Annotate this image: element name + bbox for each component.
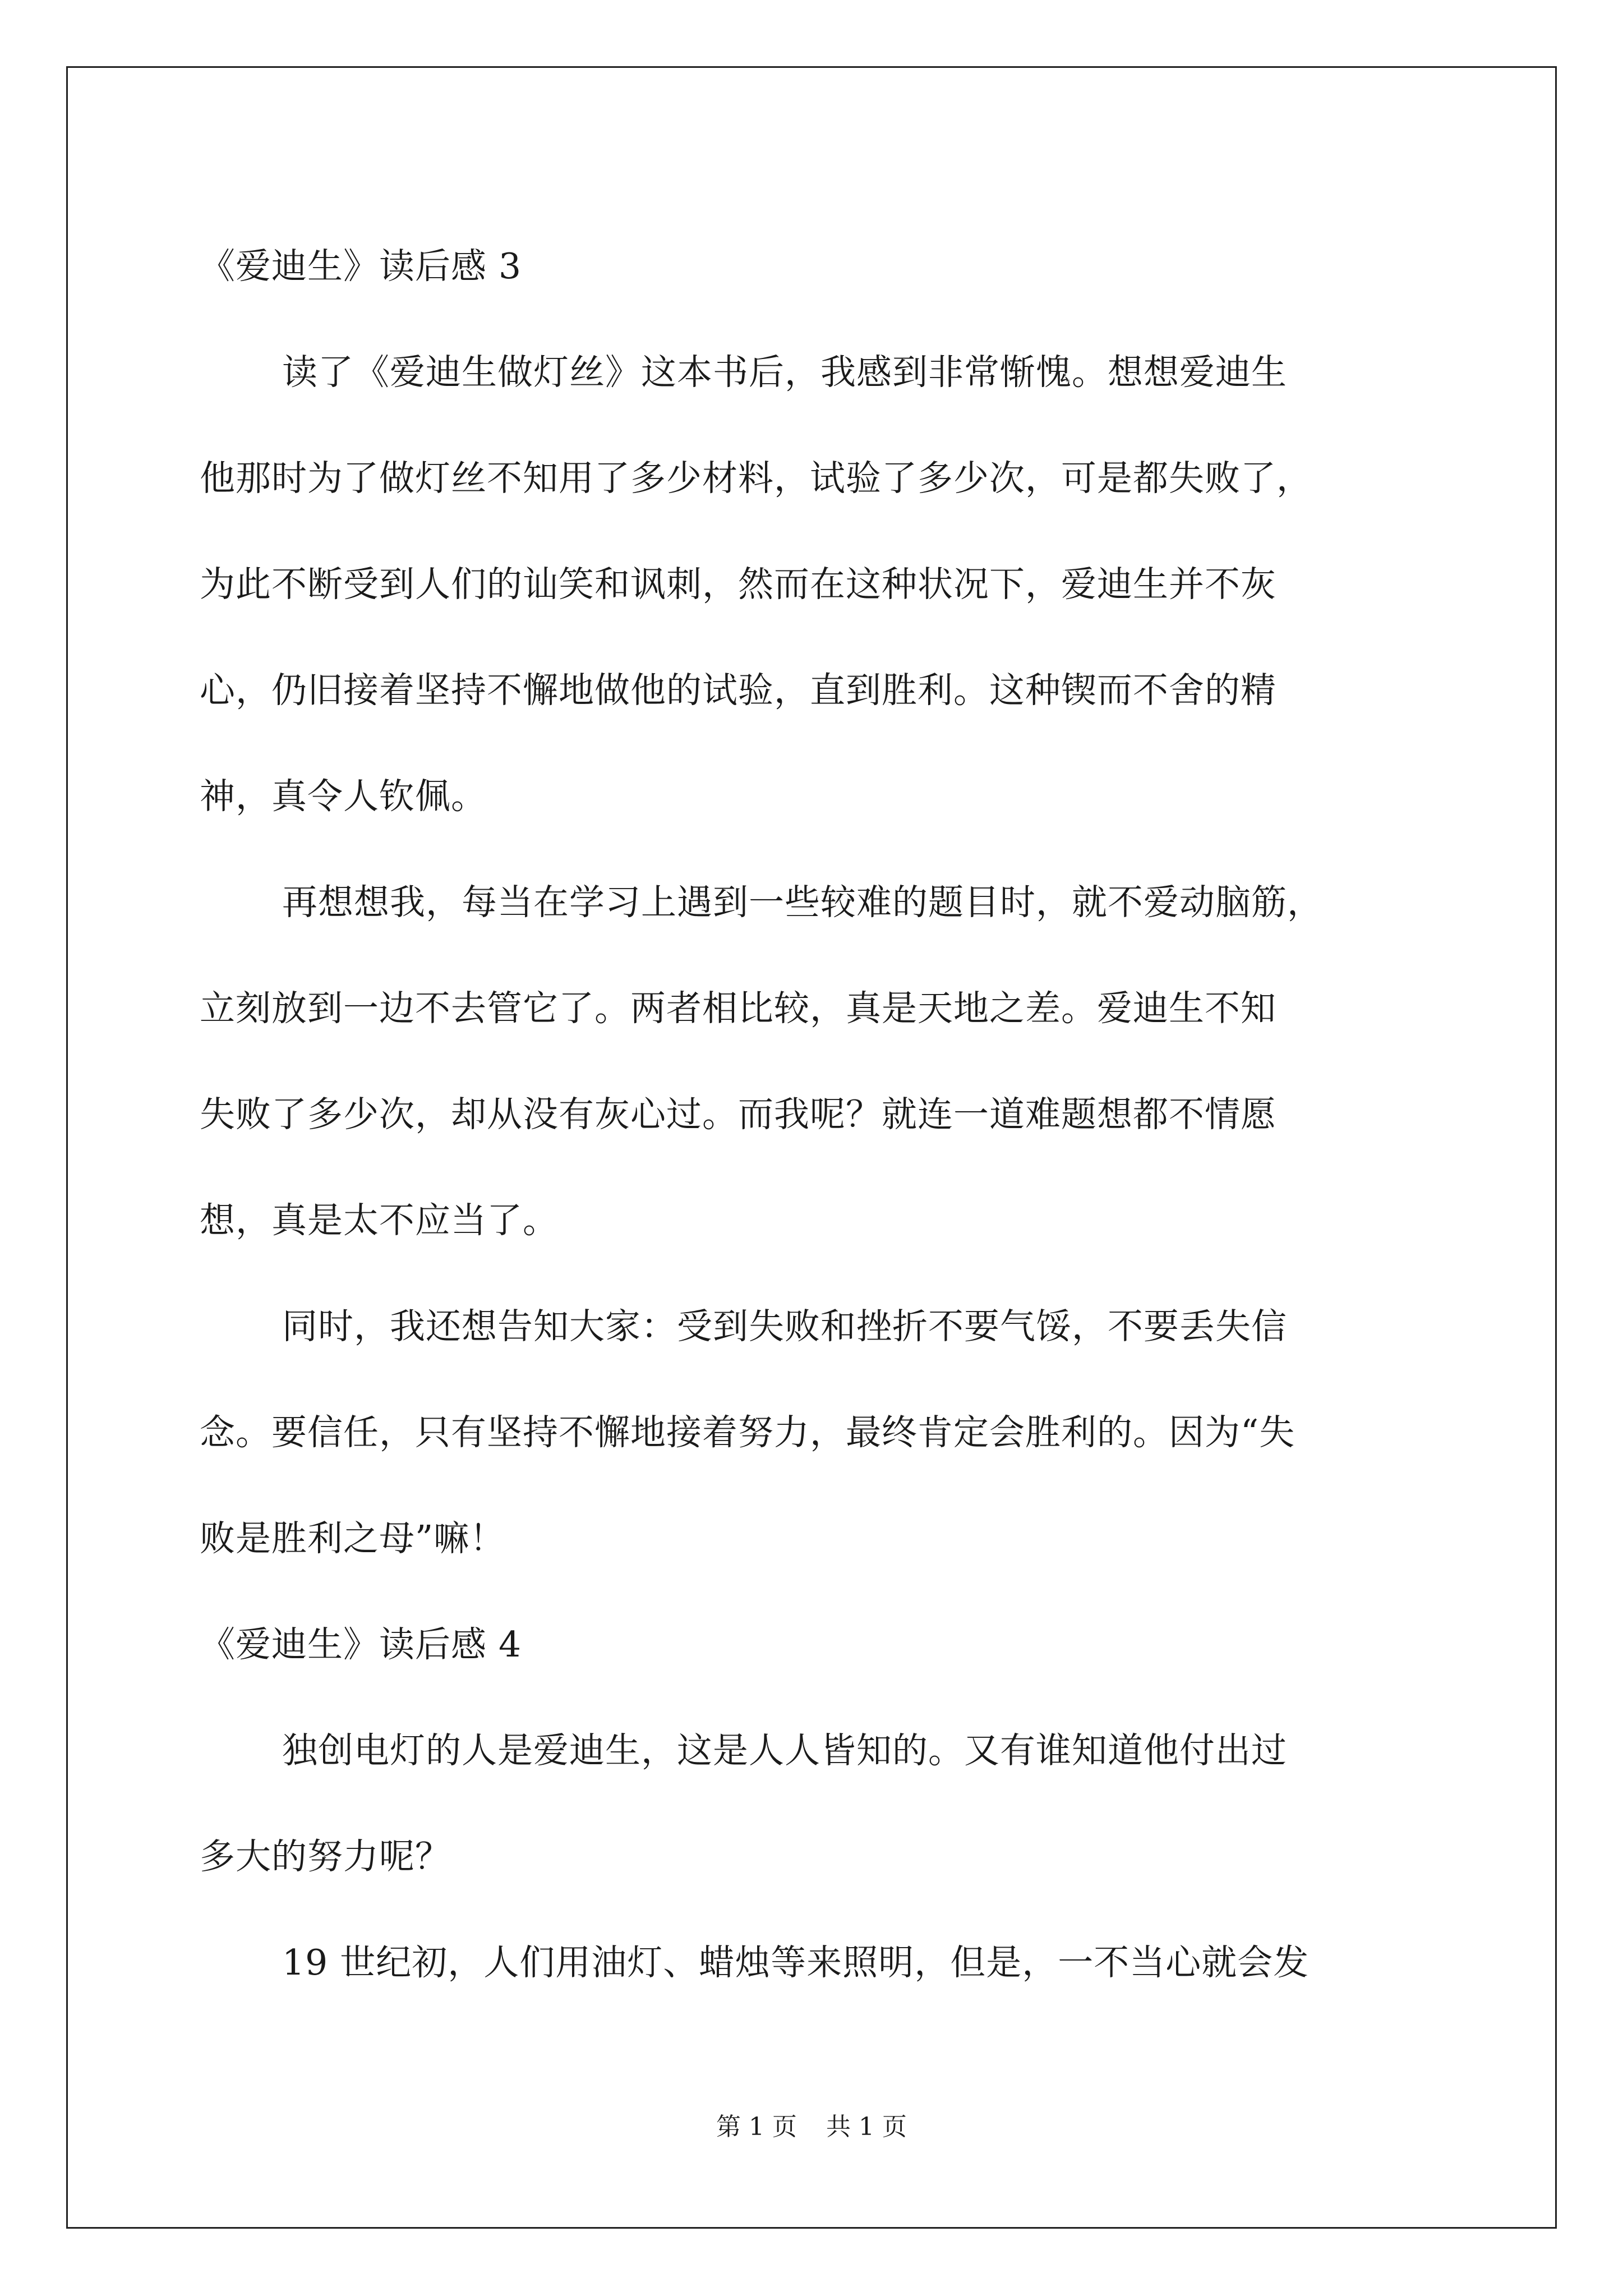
- page-number-current: 第 1 页: [716, 2113, 797, 2141]
- page-footer: [0, 2110, 1623, 2144]
- section-heading-4: 《爱迪生》读后感 4: [200, 1624, 522, 1665]
- paragraph-line: 为此不断受到人们的讪笑和讽刺，然而在这种状况下，爱迪生并不灰: [200, 564, 1276, 605]
- paragraph-line: 想，真是太不应当了。: [200, 1200, 559, 1241]
- section-heading-3: 《爱迪生》读后感 3: [200, 246, 522, 287]
- paragraph-line: 再想想我，每当在学习上遇到一些较难的题目时，就不爱动脑筋，: [282, 882, 1323, 923]
- paragraph-line: 败是胜利之母”嘛！: [200, 1518, 506, 1559]
- paragraph-line: 独创电灯的人是爱迪生，这是人人皆知的。又有谁知道他付出过: [282, 1730, 1287, 1771]
- paragraph-line: 心，仍旧接着坚持不懈地做他的试验，直到胜利。这种锲而不舍的精: [200, 670, 1276, 711]
- paragraph-line: 多大的努力呢？: [200, 1836, 451, 1877]
- paragraph-line: 神，真令人钦佩。: [200, 776, 487, 817]
- paragraph-line: 19 世纪初，人们用油灯、蜡烛等来照明，但是，一不当心就会发: [282, 1942, 1310, 1983]
- paragraph-line: 他那时为了做灯丝不知用了多少材料，试验了多少次，可是都失败了，: [200, 458, 1312, 499]
- paragraph-line: 立刻放到一边不去管它了。两者相比较，真是天地之差。爱迪生不知: [200, 988, 1276, 1029]
- paragraph-line: 念。要信任，只有坚持不懈地接着努力，最终肯定会胜利的。因为“失: [200, 1412, 1295, 1453]
- page-number-total: 共 1 页: [826, 2113, 907, 2141]
- paragraph-line: 失败了多少次，却从没有灰心过。而我呢？就连一道难题想都不情愿: [200, 1094, 1276, 1135]
- paragraph-line: 同时，我还想告知大家：受到失败和挫折不要气馁，不要丢失信: [282, 1306, 1287, 1347]
- document-body: [200, 213, 1433, 2016]
- paragraph-line: 读了《爱迪生做灯丝》这本书后，我感到非常惭愧。想想爱迪生: [282, 352, 1287, 393]
